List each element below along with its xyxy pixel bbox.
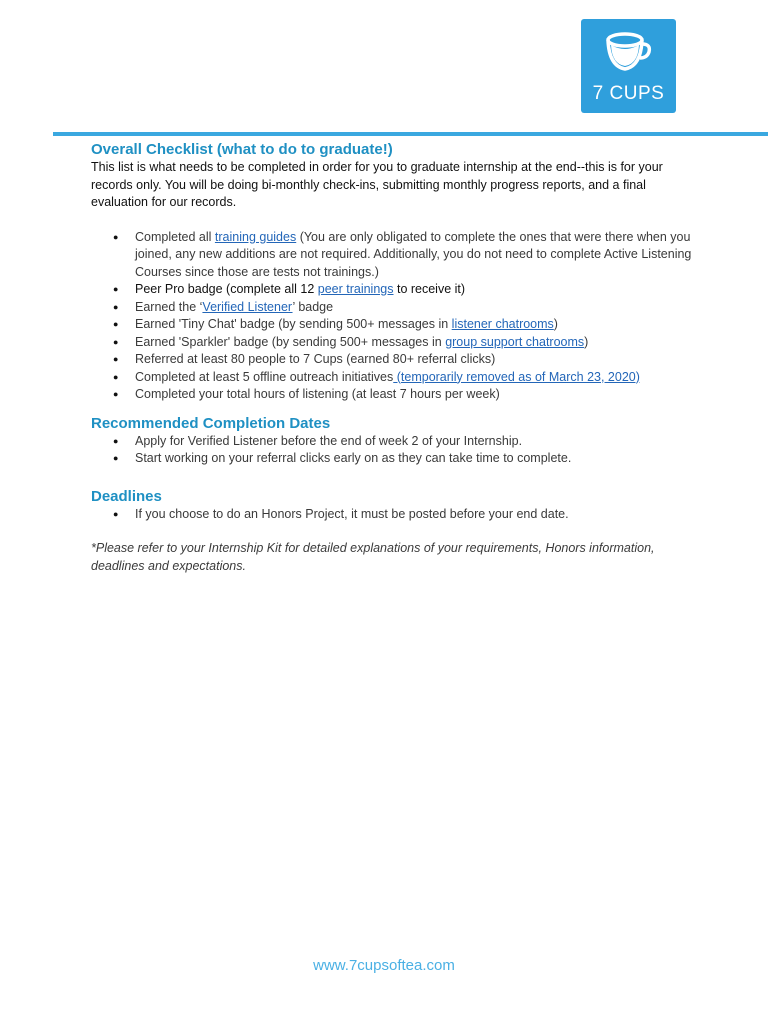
- verified-listener-link[interactable]: Verified Listener: [202, 299, 293, 314]
- checklist-heading: Overall Checklist (what to do to graduate!): [91, 141, 393, 158]
- checklist-item-hours: ● Completed your total hours of listening (at least 7 hours per week): [91, 386, 701, 404]
- temporarily-removed-link[interactable]: (temporarily removed as of March 23, 2020): [393, 369, 640, 384]
- training-guides-link[interactable]: training guides: [214, 229, 297, 244]
- brand-logo: [581, 19, 676, 113]
- checklist-item-training-guides: ● Completed all training guides (You are only obligated to complete the ones that were there when you joined, any new additions are not required. Additionally, you do not need to complete Active Listening Courses since those are tests not trainings.): [91, 229, 701, 282]
- checklist-list: [91, 229, 701, 404]
- logo-text: 7 CUPS: [592, 83, 665, 104]
- checklist-intro: This list is what needs to be completed in order for you to graduate internship at the end--this is for your records only. You will be doing bi-monthly check-ins, submitting monthly progress reports, and a final evaluation for our records.: [91, 160, 663, 209]
- checklist-item-peer-pro: ● Peer Pro badge (complete all 12 peer trainings to receive it): [91, 281, 701, 299]
- document-body: [91, 140, 701, 575]
- checklist-item-referrals: ● Referred at least 80 people to 7 Cups (earned 80+ referral clicks): [91, 351, 701, 369]
- footer-url[interactable]: www.7cupsoftea.com: [313, 957, 455, 974]
- listener-chatrooms-link[interactable]: listener chatrooms: [451, 317, 554, 331]
- checklist-item-outreach: ● Completed at least 5 offline outreach initiatives (temporarily removed as of March 23, 2020): [91, 369, 701, 387]
- group-support-chatrooms-link[interactable]: group support chatrooms: [445, 334, 585, 349]
- checklist-item-sparkler: ● Earned 'Sparkler' badge (by sending 500+ messages in group support chatrooms): [91, 334, 701, 352]
- checklist-item-verified-listener: ● Earned the ‘Verified Listener’ badge: [91, 299, 701, 317]
- deadline-item: ● If you choose to do an Honors Project, it must be posted before your end date.: [91, 506, 701, 524]
- recommended-item: ● Apply for Verified Listener before the end of week 2 of your Internship.: [91, 433, 701, 451]
- deadlines-list: [91, 506, 701, 524]
- recommended-list: [91, 433, 701, 468]
- teacup-icon: [603, 29, 655, 81]
- recommended-item: ● Start working on your referral clicks early on as they can take time to complete.: [91, 450, 701, 468]
- checklist-item-tiny-chat: ● Earned 'Tiny Chat' badge (by sending 500+ messages in listener chatrooms): [91, 316, 701, 334]
- internship-kit-note: *Please refer to your Internship Kit for detailed explanations of your requirements, Honors information, deadlines and expectations.: [91, 541, 655, 573]
- deadlines-heading: Deadlines: [91, 487, 162, 505]
- peer-trainings-link[interactable]: peer trainings: [317, 282, 394, 296]
- recommended-heading: Recommended Completion Dates: [91, 414, 331, 432]
- header-divider: [53, 132, 768, 136]
